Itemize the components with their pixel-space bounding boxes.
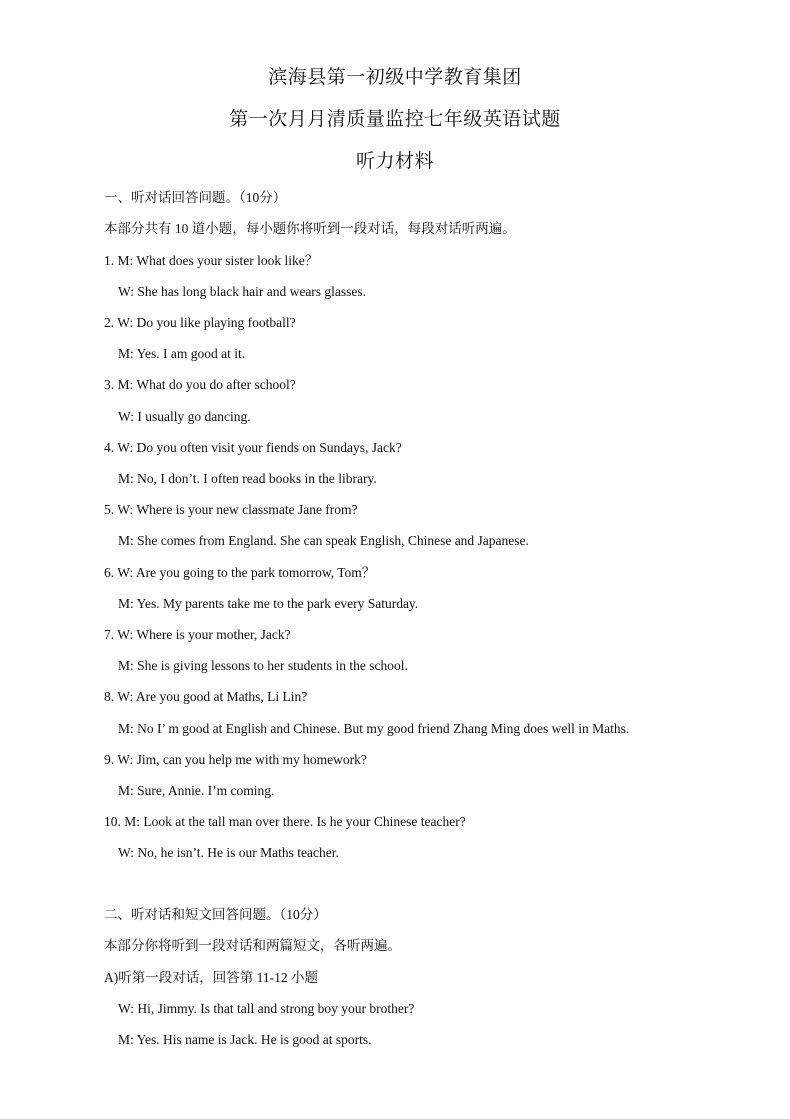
dialogue-line: M: No I’ m good at English and Chinese. But my good friend Zhang Ming does well in Maths. xyxy=(118,721,630,736)
dialogue-line: M: She is giving lessons to her students in the school. xyxy=(118,658,408,673)
dialogue-line: M: Sure, Annie. I’m coming. xyxy=(118,783,275,798)
dialogue-line: M: No, I don’t. I often read books in the library. xyxy=(118,471,377,486)
dialogue-line: W: I usually go dancing. xyxy=(118,409,251,424)
dialogue-line: W: No, he isn’t. He is our Maths teacher. xyxy=(118,845,339,860)
listening-material-title: 听力材料 xyxy=(355,151,434,172)
dialogue-line: 8. W: Are you good at Maths, Li Lin? xyxy=(104,689,308,704)
dialogue-line: 6. W: Are you going to the park tomorrow, Tom？ xyxy=(104,565,376,580)
dialogue-line: M: She comes from England. She can speak English, Chinese and Japanese. xyxy=(118,533,529,548)
section2-instruction: 本部分你将听到一段对话和两篇短文，各听两遍。 xyxy=(104,938,401,953)
dialogue-line: 1. M: What does your sister look like？ xyxy=(104,253,319,268)
dialogue-line: 4. W: Do you often visit your fiends on Sundays, Jack? xyxy=(104,440,402,455)
exam-title: 第一次月月清质量监控七年级英语试题 xyxy=(229,109,561,130)
dialogue-line: W: Hi, Jimmy. Is that tall and strong boy your brother? xyxy=(118,1001,415,1016)
dialogue-line: M: Yes. I am good at it. xyxy=(118,346,246,361)
section2-heading: 二、听对话和短文回答问题。（10分） xyxy=(104,907,327,922)
dialogue-line: M: Yes. His name is Jack. He is good at sports. xyxy=(118,1032,372,1047)
dialogue-line: W: She has long black hair and wears glasses. xyxy=(118,284,367,299)
dialogue-line: 9. W: Jim, can you help me with my homework? xyxy=(104,752,367,767)
dialogue-line: M: Yes. My parents take me to the park every Saturday. xyxy=(118,596,419,611)
dialogue-line: 10. M: Look at the tall man over there. Is he your Chinese teacher? xyxy=(104,814,466,829)
section1-instruction: 本部分共有 10 道小题，每小题你将听到一段对话，每段对话听两遍。 xyxy=(104,221,516,236)
dialogue-line: 2. W: Do you like playing football? xyxy=(104,315,296,330)
section1-heading: 一、听对话回答问题。（10分） xyxy=(104,190,287,205)
section2-part-a: A)听第一段对话，回答第 11-12 小题 xyxy=(104,970,318,985)
school-title: 滨海县第一初级中学教育集团 xyxy=(268,67,522,88)
dialogue-line: 5. W: Where is your new classmate Jane from? xyxy=(104,502,358,517)
dialogue-line: 7. W: Where is your mother, Jack? xyxy=(104,627,291,642)
dialogue-line: 3. M: What do you do after school? xyxy=(104,377,296,392)
